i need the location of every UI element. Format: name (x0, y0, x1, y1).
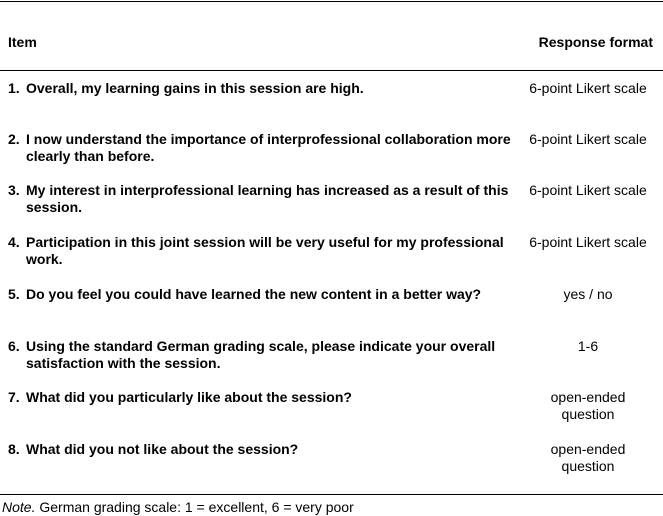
item-question: What did you particularly like about the session? (26, 389, 352, 405)
item-number: 8. (8, 441, 20, 457)
item-question: My interest in interprofessional learning has increased as a result of this session. (26, 182, 509, 215)
item-response-format: open-ended question (550, 389, 626, 422)
item-question: I now understand the importance of interprofessional collaboration more clearly than before. (26, 131, 511, 164)
item-number: 4. (8, 234, 20, 250)
item-question: Participation in this joint session will be very useful for my professional work. (26, 234, 504, 267)
item-response-format: yes / no (563, 286, 613, 302)
item-response-format: 1-6 (577, 338, 599, 354)
item-number: 5. (8, 286, 20, 302)
item-number: 1. (8, 80, 20, 96)
header-rule (0, 70, 663, 71)
item-number: 7. (8, 389, 20, 405)
item-question: Overall, my learning gains in this session are high. (26, 80, 364, 96)
item-response-format: 6-point Likert scale (529, 80, 647, 96)
column-header-response-format: Response format (538, 34, 653, 50)
table-note-text: German grading scale: 1 = excellent, 6 = very poor (35, 499, 354, 515)
item-number: 2. (8, 131, 20, 147)
item-response-format: open-ended question (550, 441, 626, 474)
item-number: 6. (8, 338, 20, 354)
item-response-format: 6-point Likert scale (529, 182, 647, 198)
item-question: What did you not like about the session? (26, 441, 299, 457)
item-question: Do you feel you could have learned the new content in a better way? (26, 286, 482, 302)
table-top-rule (0, 1, 663, 2)
table-note (2, 499, 354, 516)
item-response-format: 6-point Likert scale (529, 131, 647, 147)
item-response-format: 6-point Likert scale (529, 234, 647, 250)
column-header-item: Item (8, 34, 37, 50)
table-bottom-rule (0, 494, 663, 495)
item-question: Using the standard German grading scale, please indicate your overall satisfaction with the session. (26, 338, 496, 371)
item-number: 3. (8, 182, 20, 198)
table-note-label: Note. (2, 499, 36, 515)
